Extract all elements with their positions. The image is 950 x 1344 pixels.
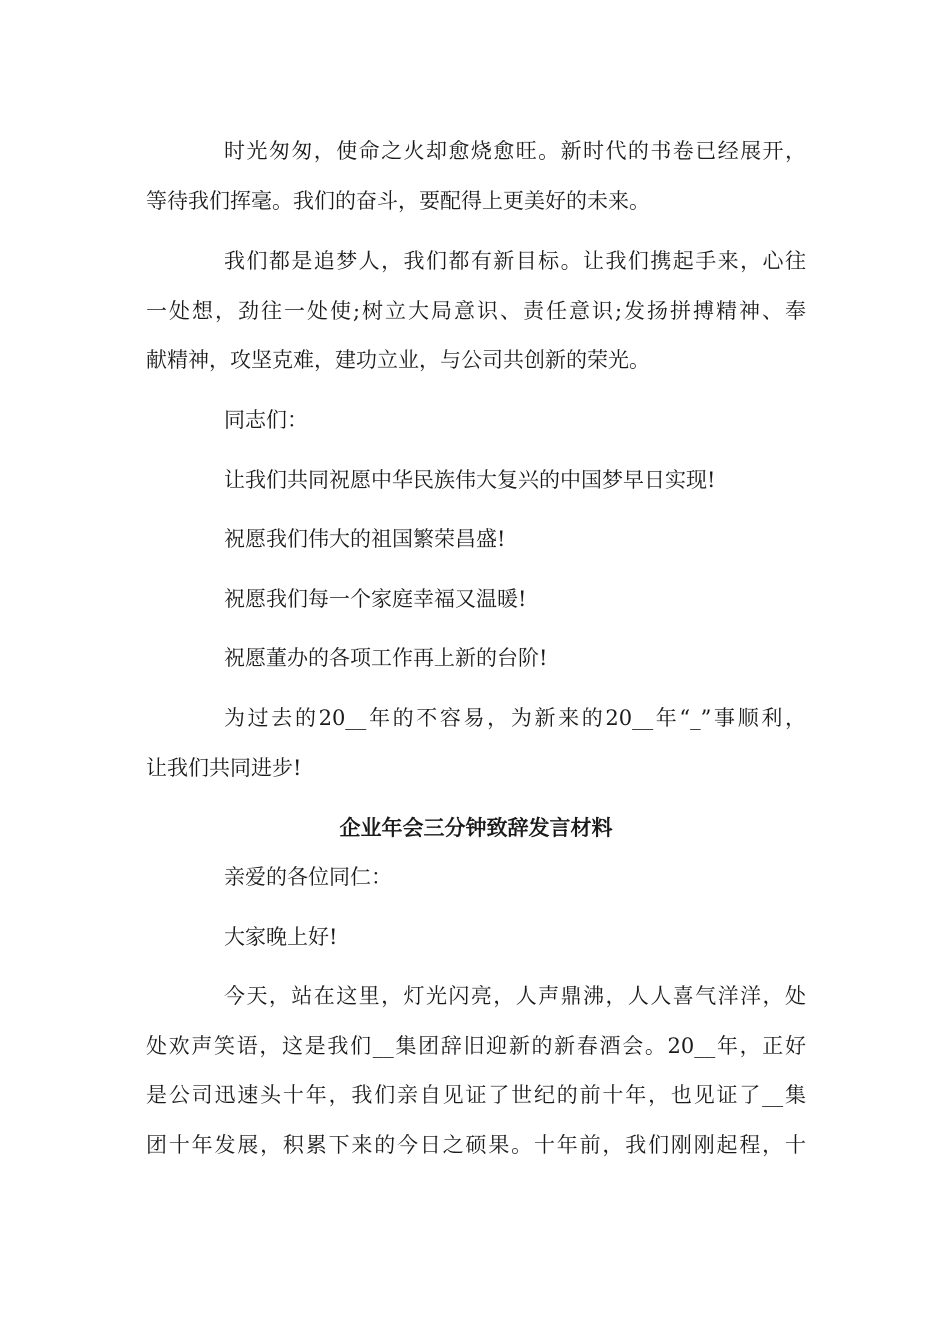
paragraph-line: 今天，站在这里，灯光闪亮，人声鼎沸，人人喜气洋洋，处: [224, 984, 806, 1008]
paragraph-line: 等待我们挥毫。我们的奋斗，要配得上更美好的未来。: [146, 189, 650, 213]
paragraph-line: 让我们共同祝愿中华民族伟大复兴的中国梦早日实现!: [224, 468, 716, 492]
paragraph-line: 一处想，劲往一处使;树立大局意识、责任意识;发扬拼搏精神、奉: [146, 299, 806, 323]
paragraph-line: 祝愿董办的各项工作再上新的台阶!: [224, 646, 548, 670]
paragraph-line: 大家晚上好!: [224, 925, 338, 949]
paragraph-line: 祝愿我们每一个家庭幸福又温暖!: [224, 587, 527, 611]
paragraph-line: 祝愿我们伟大的祖国繁荣昌盛!: [224, 527, 506, 551]
paragraph-line: 同志们：: [224, 408, 308, 432]
paragraph-line: 时光匆匆，使命之火却愈烧愈旺。新时代的书卷已经展开，: [224, 139, 806, 163]
paragraph-line: 处欢声笑语，这是我们__集团辞旧迎新的新春酒会。20__年，正好: [146, 1034, 806, 1058]
paragraph-line: 我们都是追梦人，我们都有新目标。让我们携起手来，心往: [224, 249, 806, 273]
paragraph-line: 让我们共同进步!: [146, 756, 302, 780]
paragraph-line: 为过去的20__年的不容易，为新来的20__年“_”事顺利，: [224, 706, 806, 730]
paragraph-line: 献精神，攻坚克难，建功立业，与公司共创新的荣光。: [146, 348, 650, 372]
paragraph-line: 团十年发展，积累下来的今日之硕果。十年前，我们刚刚起程，十: [146, 1133, 806, 1157]
paragraph-line: 亲爱的各位同仁：: [224, 865, 392, 889]
section-title: 企业年会三分钟致辞发言材料: [339, 815, 613, 840]
paragraph-line: 是公司迅速头十年，我们亲自见证了世纪的前十年，也见证了__集: [146, 1083, 806, 1107]
